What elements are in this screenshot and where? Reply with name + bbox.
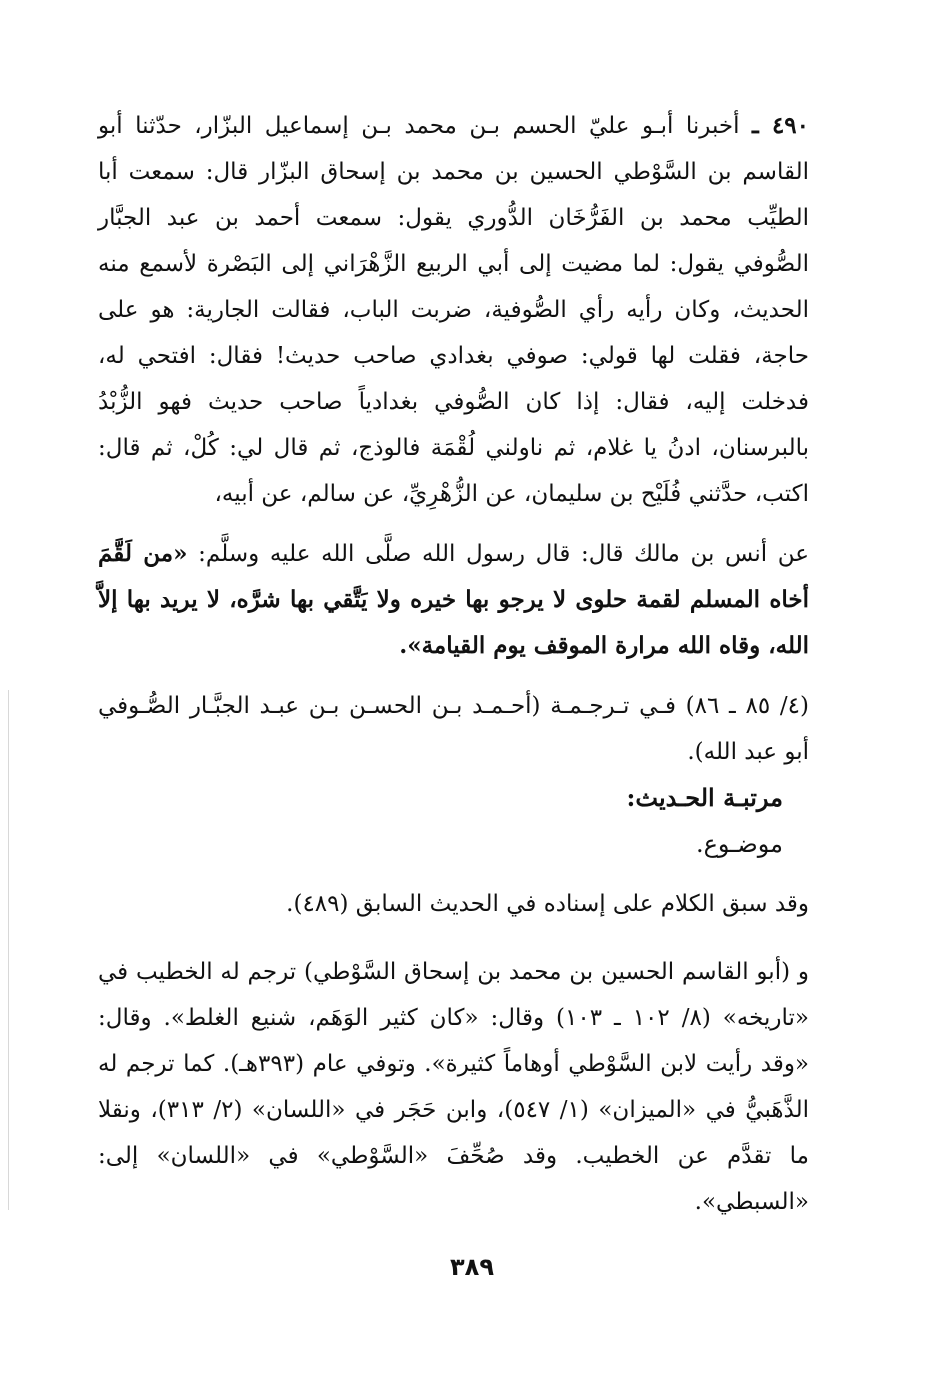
grading-value: موضـوع. (695, 830, 783, 858)
matn-intro: عن أنس بن مالك قال: قال رسول الله صلَّى الله عليه وسلَّم: (198, 541, 810, 567)
hadith-isnad: أخبرنا أبـو عليّ الحسم بـن محمد بـن إسماعيل البزّار، حدّثنا أبو القاسم بن السَّوْطي الحسين بن محمد بن إسحاق البزّار قال: سمعت أبا الطيِّب محمد بن الفَرُّخَان الدُّوري يقول: سمعت أحمد بن عبد الجبَّار الصُّوفي يقول: لما مضيت إلى أبي الربيع الزَّهْرَاني إلى البَصْرة لأسمع منه الحديث، وكان رأيه رأي الصُّوفية، ضربت الباب، فقالت الجارية: هو على حاجة، فقلت لها قولي: صوفي بغدادي صاحب حديث! فقال: افتحي له، فدخلت إليه، فقال: إذا كان الصُّوفي بغدادياً صاحب حديث فهو الزُّبْدُ بالبرسنان، ادنُ يا غلام، ثم ناولني لُقْمَة فالوذج، ثم قال لي: كُلْ، ثم قال: اكتب، حدَّثني فُلَيْح بن سليمان، عن الزُّهْرِيِّ، عن سالم، عن أبيه، (98, 113, 809, 507)
main-text (98, 103, 843, 1225)
hadith-isnad-paragraph (98, 103, 843, 517)
commentary-paragraph: و (أبو القاسم الحسين بن محمد بن إسحاق السَّوْطي) ترجم له الخطيب في «تاريخه» (٨/ ١٠٢ ـ ١٠٣) وقال: «كان كثير الوَهَم، شنيع الغلط». وقال: «وقد رأيت لابن السَّوْطي أوهاماً كثيرة». وتوفي عام (٣٩٣هـ). كما ترجم له الذَّهَبيُّ في «الميزان» (١/ ٥٤٧)، وابن حَجَر في «اللسان» (٢/ ٣١٣)، ونقلا ما تقدَّم عن الخطيب. وقد صُحِّفَ «السَّوْطي» في «اللسان» إلى: «السبطي». (98, 959, 810, 1215)
grading-note: وقد سبق الكلام على إسناده في الحديث السابق (٤٨٩). (286, 891, 809, 917)
hadith-number: ٤٩٠ ـ (752, 112, 810, 139)
matn-text: «من لَقَّمَ أخاه المسلم لقمة حلوى لا يرجو بها خيره ولا يَتَّقي بها شرَّه، لا يريد بها إلاَّ الله، وقاه الله مرارة الموقف يوم القيامة». (98, 540, 809, 659)
grading-heading: مرتبـة الحـديث: (626, 783, 783, 812)
hadith-matn-paragraph (98, 531, 843, 669)
source-reference: (٤/ ٨٥ ـ ٨٦) فـي تـرجـمـة (أحـمـد بـن الحسـن بـن عبـد الجبَّـار الصُّـوفي أبو عبد الله). (98, 693, 809, 765)
margin-line (8, 690, 9, 1210)
page-number: ٣٨٩ (450, 1253, 494, 1281)
